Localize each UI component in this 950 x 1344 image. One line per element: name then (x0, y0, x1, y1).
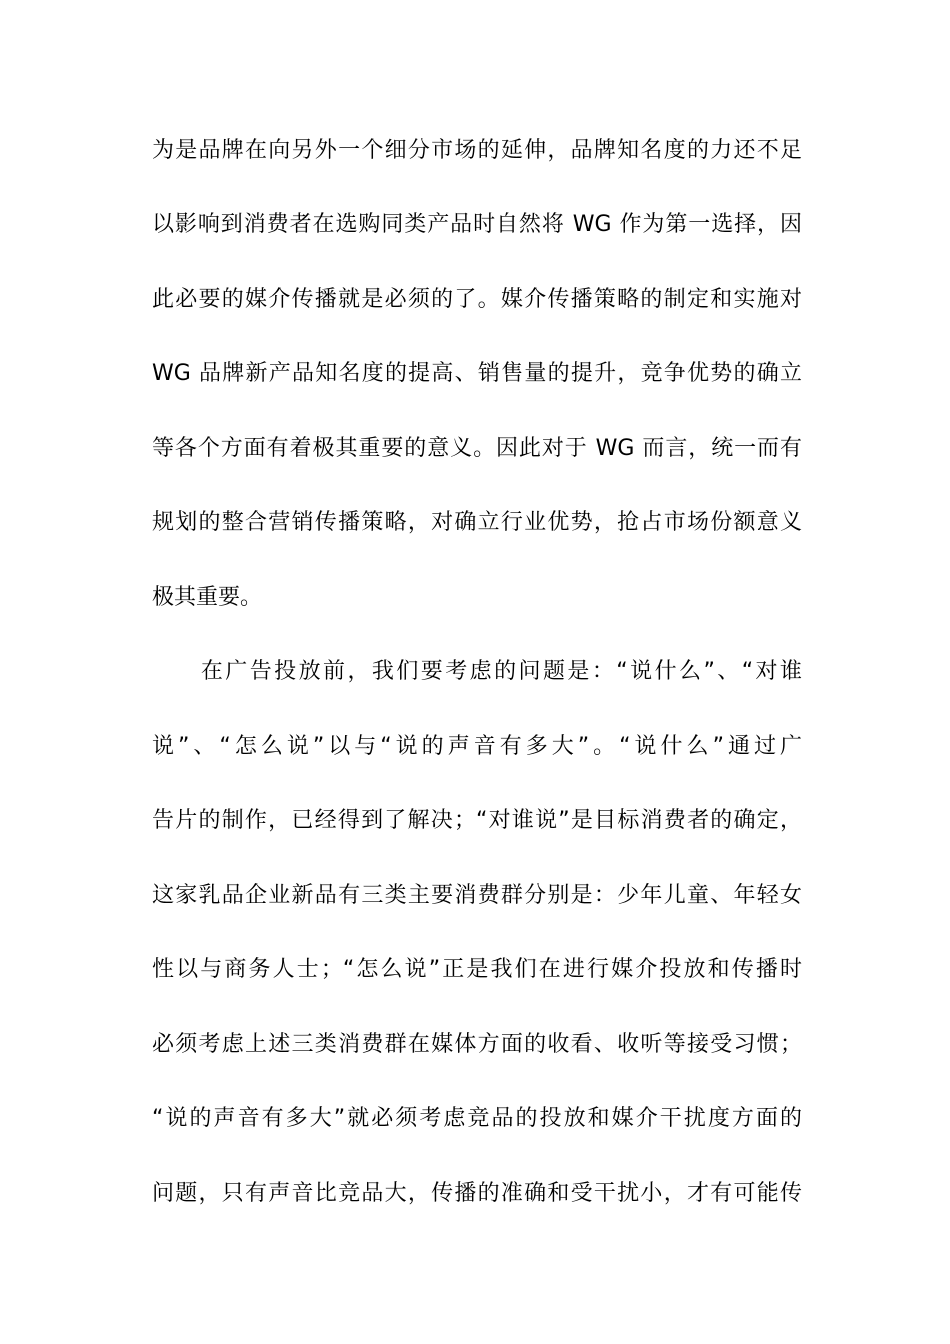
paragraph-line: 告片的制作，已经得到了解决；“对谁说”是目标消费者的确定， (152, 808, 802, 833)
paragraph-line: 这家乳品企业新品有三类主要消费群分别是：少年儿童、年轻女 (152, 883, 802, 908)
paragraph-line: WG 品牌新产品知名度的提高、销售量的提升，竞争优势的确立 (152, 361, 802, 386)
paragraph-line: 规划的整合营销传播策略，对确立行业优势，抢占市场份额意义 (152, 510, 802, 535)
paragraph-line: 在广告投放前，我们要考虑的问题是：“说什么”、“对谁 (152, 659, 802, 684)
paragraph-line: “说的声音有多大”就必须考虑竞品的投放和媒介干扰度方面的 (152, 1106, 802, 1131)
paragraph-line: 为是品牌在向另外一个细分市场的延伸，品牌知名度的力还不足 (152, 138, 802, 163)
paragraph-line: 极其重要。 (152, 585, 263, 610)
paragraph-line: 此必要的媒介传播就是必须的了。媒介传播策略的制定和实施对 (152, 287, 802, 312)
paragraph-line: 等各个方面有着极其重要的意义。因此对于 WG 而言，统一而有 (152, 436, 802, 461)
paragraph-line: 必须考虑上述三类消费群在媒体方面的收看、收听等接受习惯； (152, 1032, 802, 1057)
paragraph-line: 性以与商务人士；“怎么说”正是我们在进行媒介投放和传播时 (152, 957, 802, 982)
paragraph-line: 以影响到消费者在选购同类产品时自然将 WG 作为第一选择，因 (152, 212, 802, 237)
paragraph-line: 说”、“怎么说”以与“说的声音有多大”。“说什么”通过广 (152, 734, 802, 759)
paragraph-line: 问题，只有声音比竞品大，传播的准确和受干扰小，才有可能传 (152, 1181, 802, 1206)
